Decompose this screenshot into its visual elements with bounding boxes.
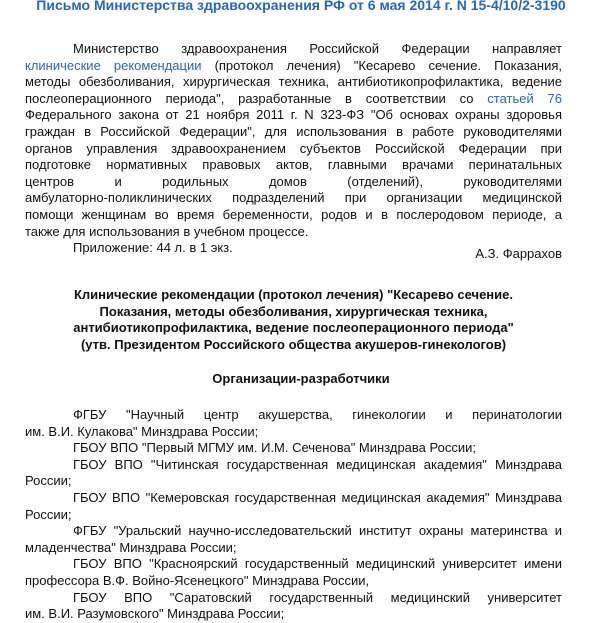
recommendations-heading <box>25 287 562 353</box>
letter-line <box>25 190 562 207</box>
letter-text: (протокол лечения) "Кесарево сечение. Показания, <box>201 57 562 73</box>
letter-line <box>25 124 562 141</box>
organization-line: ГБОУ ВПО "Красноярский государственный медицинский университет имени <box>73 556 562 572</box>
letter-text: Министерство здравоохранения Российской Федерации направляет <box>73 41 562 56</box>
letter-text: также для использования в учебном процессе. <box>25 223 309 239</box>
letter-line <box>25 107 562 124</box>
organization-line: России; <box>25 473 72 489</box>
organization-line: ГБОУ ВПО "Саратовский государственный медицинский университет <box>73 589 562 605</box>
organization-line: ГБОУ ВПО "Первый МГМУ им. И.М. Сеченова" Минздрава России; <box>73 440 476 456</box>
organization-line: ФГБУ "Научный центр акушерства, гинекологии и перинатологии <box>73 407 562 422</box>
letter-text: Приложение: 44 л. в 1 экз. <box>73 240 233 256</box>
organization-line: ГБОУ ВПО "Кемеровская государственная медицинская академия" Минздрава <box>73 489 562 505</box>
organization-line: ГБОУ ВПО "Читинская государственная медицинская академия" Минздрава <box>73 456 562 472</box>
heading-line: Показания, методы обезболивания, хирургическая техника, <box>99 303 488 319</box>
heading-line: антибиотикопрофилактика, ведение послеоперационного периода" <box>73 320 514 336</box>
letter-line <box>25 74 562 91</box>
letter-line <box>25 207 562 224</box>
letter-line <box>25 174 562 191</box>
letter-body <box>25 41 562 257</box>
organization-line: профессора В.Ф. Войно-Ясенецкого" Минздрава России, <box>25 572 370 588</box>
letter-line <box>25 224 562 241</box>
organization-line: им. В.И. Кулакова" Минздрава России; <box>25 423 259 439</box>
letter-line <box>25 141 562 158</box>
letter-text: граждан в Российской Федерации", для использования в работе руководителями <box>25 123 562 139</box>
letter-text: центров и родильных домов (отделений), руководителями <box>25 173 562 189</box>
letter-text: Федерального закона от 21 ноября 2011 г. N 323-ФЗ "Об основах охраны здоровья <box>25 107 562 123</box>
letter-text: органов управления здравоохранением субъектов Российской Федерации при <box>25 140 562 156</box>
letter-line <box>25 157 562 174</box>
document-title: Письмо Министерства здравоохранения РФ от 6 мая 2014 г. N 15-4/10/2-3190 <box>36 0 566 13</box>
organization-line: ФГБУ "Уральский научно-исследовательский институт охраны материнства и <box>73 523 562 539</box>
heading-line: (утв. Президентом Российского общества акушеров-гинекологов) <box>80 336 507 352</box>
letter-text: методы обезболивания, хирургическая техника, антибиотикопрофилактика, ведение <box>25 74 562 90</box>
document-link[interactable]: клинические рекомендации <box>25 57 202 73</box>
heading-line: Клинические рекомендации (протокол лечения) "Кесарево сечение. <box>73 287 513 302</box>
letter-text: подготовке нормативных правовых актов, главными врачами перинатальных <box>25 157 562 173</box>
organizations-heading: Организации-разработчики <box>212 371 390 386</box>
letter-text: послеоперационного периода", разработанные в соответствии со <box>25 90 488 106</box>
letter-text: амбулаторно-поликлинических подразделений при организации медицинской <box>25 190 562 206</box>
letter-text: помощи женщинам во время беременности, родов и в послеродовом периоде, а <box>25 206 562 222</box>
letter-line <box>25 58 562 75</box>
letter-line <box>25 41 562 58</box>
organization-list <box>25 407 562 623</box>
letter-line <box>25 91 562 108</box>
organization-line: России; <box>25 506 72 522</box>
signature: А.З. Фаррахов <box>475 246 562 261</box>
organization-line: им. В.И. Разумовского" Минздрава России; <box>25 606 285 622</box>
document-link[interactable]: статьей 76 <box>487 90 563 106</box>
organization-line: младенчества" Минздрава России; <box>25 539 237 555</box>
